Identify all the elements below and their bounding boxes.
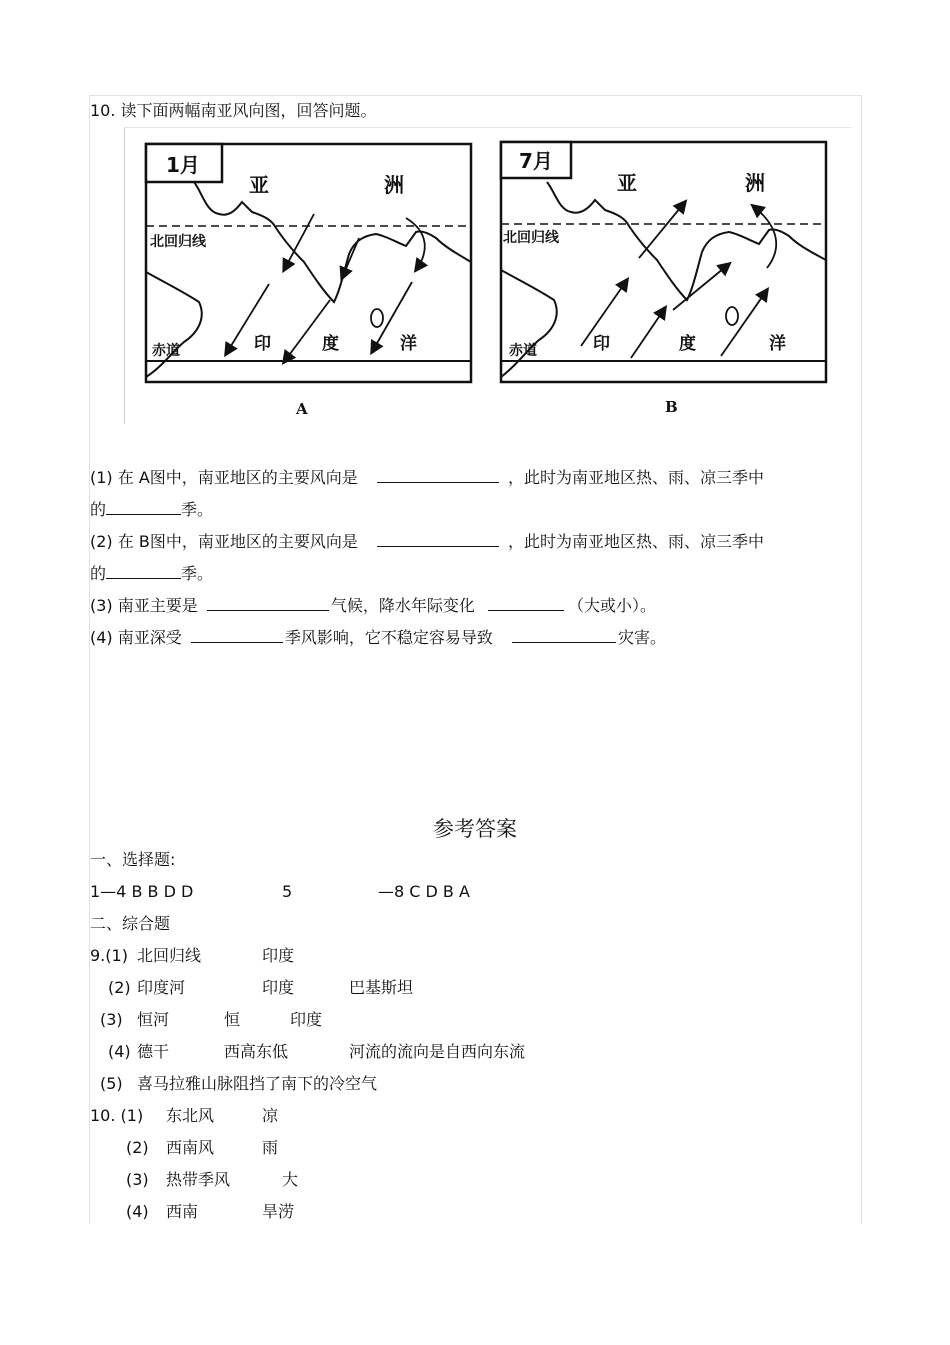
map-label: 亚 xyxy=(617,171,637,195)
q10-answer-num: (3) xyxy=(126,1170,149,1189)
q9-answer-num: (2) xyxy=(108,978,131,997)
q1-answer-blank-1[interactable] xyxy=(377,466,499,483)
map-label: 度 xyxy=(679,334,696,354)
map-b-caption: B xyxy=(665,398,678,416)
q9-answer-a: 恒河 xyxy=(137,1010,170,1029)
map-label: 印 xyxy=(254,334,271,354)
map-b-tropic-label: 北回归线 xyxy=(503,230,559,246)
map-b-wind-arrow xyxy=(673,264,729,310)
q4-line: (4) 南亚深受 季风影响，它不稳定容易导致 灾害。 xyxy=(90,628,666,647)
map-a-month-label: 1月 xyxy=(166,153,200,177)
map-a xyxy=(144,142,474,386)
q10-answer-b: 凉 xyxy=(262,1106,279,1125)
map-label: 洋 xyxy=(769,334,786,354)
map-label: 亚 xyxy=(249,173,269,197)
map-a-tropic-label: 北回归线 xyxy=(150,234,206,250)
q9-answer-a: 德干 xyxy=(137,1042,170,1061)
q10-answer-a: 西南风 xyxy=(166,1138,215,1157)
answers-section-choice: 一、选择题: xyxy=(90,850,176,869)
map-b-equator-label: 赤道 xyxy=(509,343,537,359)
q9-answer-a: 北回归线 xyxy=(137,946,202,965)
q10-answer-b: 大 xyxy=(282,1170,299,1189)
map-b xyxy=(499,140,829,386)
map-a-wind-arrow xyxy=(284,214,314,270)
map-b-wind-arrow xyxy=(631,308,665,358)
answers-section-comprehensive: 二、综合题 xyxy=(90,914,171,933)
map-b-wind-arrow xyxy=(639,202,685,258)
q9-answer-c: 印度 xyxy=(290,1010,323,1029)
q10-answer-b: 雨 xyxy=(262,1138,279,1157)
q9-answer-b: 恒 xyxy=(224,1010,241,1029)
map-a-wind-arrow xyxy=(342,238,359,278)
q10-answer-b: 旱涝 xyxy=(262,1202,295,1221)
q10-answer-a: 东北风 xyxy=(166,1106,215,1125)
map-a-caption: A xyxy=(296,400,308,418)
q9-answer-b: 印度 xyxy=(262,946,295,965)
map-label: 洋 xyxy=(400,334,417,354)
q2-answer-blank-1[interactable] xyxy=(377,530,499,547)
q4-answer-blank-1[interactable] xyxy=(191,626,283,643)
q3-answer-blank-2[interactable] xyxy=(488,594,564,611)
q9-answer-b: 西高东低 xyxy=(224,1042,289,1061)
map-label: 洲 xyxy=(745,171,765,195)
question-title: 10. 读下面两幅南亚风向图，回答问题。 xyxy=(90,101,377,120)
q10-answer-num: 10. (1) xyxy=(90,1106,144,1125)
q9-answer-num: (5) xyxy=(100,1074,123,1093)
mc-answer-b: 5 xyxy=(282,882,293,901)
map-b-coastline xyxy=(547,182,826,300)
map-b-sri-lanka xyxy=(726,307,738,325)
q2-answer-blank-2[interactable] xyxy=(106,562,181,579)
q2-line1: (2) 在 B图中，南亚地区的主要风向是 ，此时为南亚地区热、雨、凉三季中 xyxy=(90,532,765,551)
q10-answer-num: (4) xyxy=(126,1202,149,1221)
q3-line: (3) 南亚主要是 气候，降水年际变化 （大或小）。 xyxy=(90,596,656,615)
answers-title: 参考答案 xyxy=(433,817,517,841)
q2-line2: 的 季。 xyxy=(90,564,214,583)
q4-answer-blank-2[interactable] xyxy=(512,626,616,643)
map-b-month-label: 7月 xyxy=(519,149,553,173)
mc-answer-c: —8 C D B A xyxy=(378,882,470,901)
q9-answer-a: 印度河 xyxy=(137,978,186,997)
q3-answer-blank-1[interactable] xyxy=(207,594,329,611)
map-a-coastline xyxy=(194,182,471,302)
q9-answer-num: (4) xyxy=(108,1042,131,1061)
map-label: 洲 xyxy=(384,173,404,197)
q10-answer-a: 热带季风 xyxy=(166,1170,231,1189)
mc-answer-a: 1—4 B B D D xyxy=(90,882,194,901)
map-a-equator-label: 赤道 xyxy=(152,343,180,359)
map-label: 度 xyxy=(322,334,339,354)
q1-answer-blank-2[interactable] xyxy=(106,498,181,515)
q10-answer-a: 西南 xyxy=(166,1202,199,1221)
q9-answer-num: 9.(1) xyxy=(90,946,128,965)
q9-answer-num: (3) xyxy=(100,1010,123,1029)
q10-answer-num: (2) xyxy=(126,1138,149,1157)
q9-answer-b: 印度 xyxy=(262,978,295,997)
q1-line1: (1) 在 A图中，南亚地区的主要风向是 ，此时为南亚地区热、雨、凉三季中 xyxy=(90,468,764,487)
q9-answer-c: 巴基斯坦 xyxy=(349,978,414,997)
q1-line2: 的 季。 xyxy=(90,500,214,519)
map-label: 印 xyxy=(593,334,610,354)
q9-answer-a: 喜马拉雅山脉阻挡了南下的冷空气 xyxy=(137,1074,378,1093)
map-a-sri-lanka xyxy=(371,309,383,327)
q9-answer-c: 河流的流向是自西向东流 xyxy=(349,1042,526,1061)
